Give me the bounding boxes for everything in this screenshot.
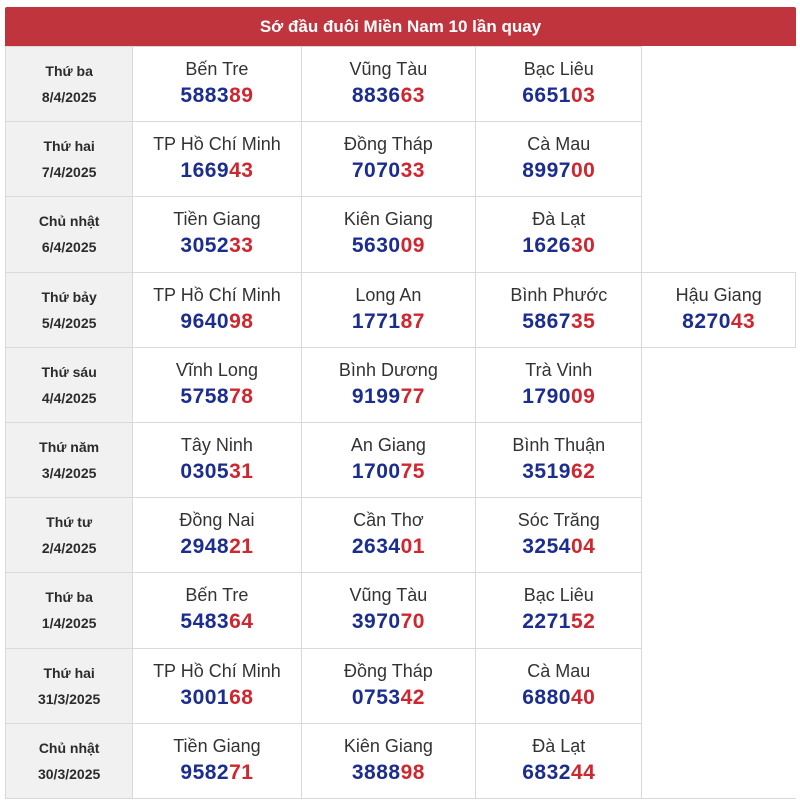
number-tail-digits: 87: [400, 309, 425, 333]
number-head-digits: 1771: [351, 309, 401, 333]
number-head-digits: 2271: [522, 610, 571, 634]
number-head-digits: 1626: [522, 234, 571, 258]
number-head-digits: 1790: [522, 384, 571, 408]
draw-date: 3/4/2025: [41, 465, 97, 482]
province-name: Cần Thơ: [353, 510, 424, 531]
number-head-digits: 6832: [522, 760, 571, 784]
number-tail-digits: 40: [570, 685, 596, 709]
number-head-digits: 0753: [351, 685, 401, 709]
province-name: Đà Lạt: [532, 209, 586, 230]
number-head-digits: 1700: [351, 460, 401, 484]
prize-number: [302, 607, 476, 637]
result-cell: [476, 47, 642, 122]
number-head-digits: 2948: [180, 535, 230, 559]
number-tail-digits: 01: [400, 535, 425, 559]
number-head-digits: 3052: [180, 234, 230, 258]
province-name: Bình Phước: [510, 284, 608, 305]
province-name: TP Hồ Chí Minh: [153, 284, 281, 305]
draw-date: 2/4/2025: [41, 540, 97, 557]
number-tail-digits: 09: [400, 234, 425, 258]
prize-number: [302, 457, 476, 487]
province-name: Bạc Liêu: [523, 59, 594, 80]
number-head-digits: 9199: [351, 384, 401, 408]
number-tail-digits: 31: [229, 460, 254, 484]
result-cell: [476, 723, 642, 798]
empty-cell: [642, 723, 796, 798]
draw-day-cell: [6, 498, 133, 573]
number-head-digits: 9640: [180, 309, 230, 333]
number-tail-digits: 00: [570, 159, 596, 183]
province-name: Long An: [355, 284, 422, 305]
number-head-digits: 5883: [180, 84, 230, 108]
prize-number: [302, 81, 476, 111]
result-cell: [133, 723, 301, 798]
number-tail-digits: 62: [570, 460, 596, 484]
draw-day-cell: [6, 347, 133, 422]
result-cell: [476, 648, 642, 723]
result-cell: [301, 498, 476, 573]
prize-number: [302, 532, 476, 562]
draw-day-cell: [6, 648, 133, 723]
number-head-digits: 3970: [351, 610, 401, 634]
prize-number: [476, 231, 641, 261]
number-head-digits: 2634: [351, 535, 401, 559]
number-head-digits: 8997: [522, 159, 571, 183]
prize-number: [642, 307, 795, 337]
empty-cell: [642, 47, 796, 122]
province-name: Tiền Giang: [173, 735, 261, 756]
number-tail-digits: 77: [400, 384, 425, 408]
prize-number: [476, 457, 641, 487]
empty-cell: [642, 422, 796, 497]
draw-day-cell: [6, 723, 133, 798]
draw-day-cell: [6, 47, 133, 122]
result-cell: [301, 47, 476, 122]
prize-number: [476, 81, 641, 111]
number-head-digits: 7070: [351, 159, 401, 183]
prize-number: [476, 758, 641, 788]
results-table: [5, 46, 796, 799]
province-name: Trà Vinh: [525, 359, 593, 380]
result-cell: [476, 272, 642, 347]
province-name: Bình Thuận: [512, 435, 606, 456]
weekday-label: Thứ bảy: [41, 288, 97, 305]
number-tail-digits: 63: [400, 84, 425, 108]
province-name: Bến Tre: [185, 59, 249, 80]
draw-date: 31/3/2025: [37, 690, 101, 707]
number-tail-digits: 89: [229, 84, 254, 108]
prize-number: [133, 532, 300, 562]
draw-day-cell: [6, 122, 133, 197]
result-cell: [476, 498, 642, 573]
table-row: [6, 197, 796, 272]
number-tail-digits: 44: [570, 760, 596, 784]
table-row: [6, 347, 796, 422]
table-row: [6, 272, 796, 347]
draw-date: 1/4/2025: [41, 615, 97, 632]
result-cell: [301, 122, 476, 197]
result-cell: [133, 122, 301, 197]
number-tail-digits: 43: [730, 309, 756, 333]
province-name: Hậu Giang: [675, 284, 762, 305]
draw-day-cell: [6, 197, 133, 272]
number-head-digits: 3519: [522, 460, 571, 484]
result-cell: [301, 723, 476, 798]
draw-date: 6/4/2025: [41, 239, 97, 256]
prize-number: [476, 156, 641, 186]
province-name: Bến Tre: [185, 585, 249, 606]
prize-number: [133, 382, 300, 412]
weekday-label: Thứ sáu: [41, 363, 97, 380]
prize-number: [476, 683, 641, 713]
draw-date: 4/4/2025: [41, 389, 97, 406]
number-head-digits: 5867: [522, 309, 571, 333]
result-cell: [301, 422, 476, 497]
result-cell: [301, 347, 476, 422]
weekday-label: Thứ ba: [45, 589, 93, 606]
empty-cell: [642, 573, 796, 648]
draw-date: 30/3/2025: [37, 765, 101, 782]
result-cell: [133, 422, 301, 497]
number-head-digits: 8836: [351, 84, 401, 108]
prize-number: [133, 758, 300, 788]
prize-number: [133, 607, 300, 637]
prize-number: [302, 307, 476, 337]
prize-number: [476, 307, 641, 337]
province-name: Kiên Giang: [343, 209, 433, 230]
weekday-label: Chủ nhật: [38, 213, 100, 230]
empty-cell: [642, 197, 796, 272]
table-row: [6, 422, 796, 497]
number-head-digits: 6880: [522, 685, 571, 709]
result-cell: [642, 272, 796, 347]
province-name: Vĩnh Long: [175, 359, 258, 380]
weekday-label: Thứ năm: [39, 439, 100, 456]
prize-number: [133, 683, 300, 713]
result-cell: [133, 47, 301, 122]
number-head-digits: 3254: [522, 535, 571, 559]
province-name: Kiên Giang: [343, 735, 433, 756]
draw-day-cell: [6, 272, 133, 347]
number-head-digits: 5630: [351, 234, 401, 258]
prize-number: [302, 758, 476, 788]
number-head-digits: 5758: [180, 384, 230, 408]
table-row: [6, 723, 796, 798]
table-row: [6, 498, 796, 573]
result-cell: [133, 648, 301, 723]
result-cell: [476, 347, 642, 422]
number-tail-digits: 03: [570, 84, 596, 108]
number-tail-digits: 78: [229, 384, 254, 408]
province-name: Đồng Tháp: [344, 660, 433, 681]
draw-date: 7/4/2025: [41, 164, 97, 181]
number-head-digits: 9582: [180, 760, 230, 784]
weekday-label: Thứ hai: [43, 664, 95, 681]
number-head-digits: 3888: [351, 760, 401, 784]
weekday-label: Chủ nhật: [38, 739, 100, 756]
prize-number: [133, 307, 300, 337]
province-name: TP Hồ Chí Minh: [153, 660, 281, 681]
result-cell: [133, 498, 301, 573]
province-name: Cà Mau: [527, 660, 591, 681]
result-cell: [133, 272, 301, 347]
result-cell: [301, 272, 476, 347]
draw-day-cell: [6, 422, 133, 497]
number-tail-digits: 43: [229, 159, 254, 183]
prize-number: [476, 607, 641, 637]
prize-number: [476, 382, 641, 412]
result-cell: [476, 422, 642, 497]
weekday-label: Thứ ba: [45, 63, 93, 80]
prize-number: [476, 532, 641, 562]
empty-cell: [642, 648, 796, 723]
number-tail-digits: 75: [400, 460, 425, 484]
province-name: TP Hồ Chí Minh: [153, 134, 281, 155]
province-name: An Giang: [350, 435, 426, 456]
table-title: Sớ đầu đuôi Miền Nam 10 lần quay: [5, 7, 796, 46]
prize-number: [302, 382, 476, 412]
result-cell: [476, 122, 642, 197]
number-head-digits: 0305: [180, 460, 230, 484]
draw-date: 8/4/2025: [41, 89, 97, 106]
province-name: Vũng Tàu: [349, 59, 428, 80]
province-name: Đồng Tháp: [344, 134, 433, 155]
number-tail-digits: 33: [229, 234, 254, 258]
prize-number: [133, 156, 300, 186]
number-tail-digits: 35: [570, 309, 596, 333]
number-tail-digits: 42: [400, 685, 425, 709]
number-tail-digits: 04: [570, 535, 596, 559]
prize-number: [302, 156, 476, 186]
number-tail-digits: 33: [400, 159, 425, 183]
result-cell: [301, 573, 476, 648]
province-name: Tây Ninh: [180, 435, 253, 456]
number-tail-digits: 21: [229, 535, 254, 559]
empty-cell: [642, 347, 796, 422]
number-head-digits: 1669: [180, 159, 230, 183]
prize-number: [133, 457, 300, 487]
draw-day-cell: [6, 573, 133, 648]
number-head-digits: 8270: [682, 309, 731, 333]
result-cell: [301, 648, 476, 723]
draw-date: 5/4/2025: [41, 314, 97, 331]
result-cell: [301, 197, 476, 272]
prize-number: [133, 81, 300, 111]
empty-cell: [642, 498, 796, 573]
number-tail-digits: 71: [229, 760, 254, 784]
prize-number: [302, 683, 476, 713]
number-head-digits: 5483: [180, 610, 230, 634]
province-name: Sóc Trăng: [517, 510, 600, 531]
province-name: Bình Dương: [338, 359, 438, 380]
result-cell: [133, 197, 301, 272]
number-tail-digits: 52: [570, 610, 596, 634]
result-cell: [476, 197, 642, 272]
province-name: Cà Mau: [527, 134, 591, 155]
number-tail-digits: 98: [229, 309, 254, 333]
table-row: [6, 648, 796, 723]
number-tail-digits: 09: [570, 384, 596, 408]
province-name: Bạc Liêu: [523, 585, 594, 606]
weekday-label: Thứ hai: [43, 138, 95, 155]
prize-number: [133, 231, 300, 261]
result-cell: [476, 573, 642, 648]
province-name: Đà Lạt: [532, 735, 586, 756]
province-name: Tiền Giang: [173, 209, 261, 230]
number-tail-digits: 30: [570, 234, 596, 258]
result-cell: [133, 573, 301, 648]
table-bottom-border: [5, 798, 796, 799]
province-name: Vũng Tàu: [349, 585, 428, 606]
table-row: [6, 47, 796, 122]
weekday-label: Thứ tư: [46, 514, 93, 531]
number-head-digits: 3001: [180, 685, 230, 709]
number-tail-digits: 70: [400, 610, 425, 634]
number-tail-digits: 68: [229, 685, 254, 709]
number-tail-digits: 98: [400, 760, 425, 784]
result-cell: [133, 347, 301, 422]
number-tail-digits: 64: [229, 610, 254, 634]
table-row: [6, 573, 796, 648]
number-head-digits: 6651: [522, 84, 571, 108]
prize-number: [302, 231, 476, 261]
province-name: Đồng Nai: [179, 510, 255, 531]
table-row: [6, 122, 796, 197]
empty-cell: [642, 122, 796, 197]
